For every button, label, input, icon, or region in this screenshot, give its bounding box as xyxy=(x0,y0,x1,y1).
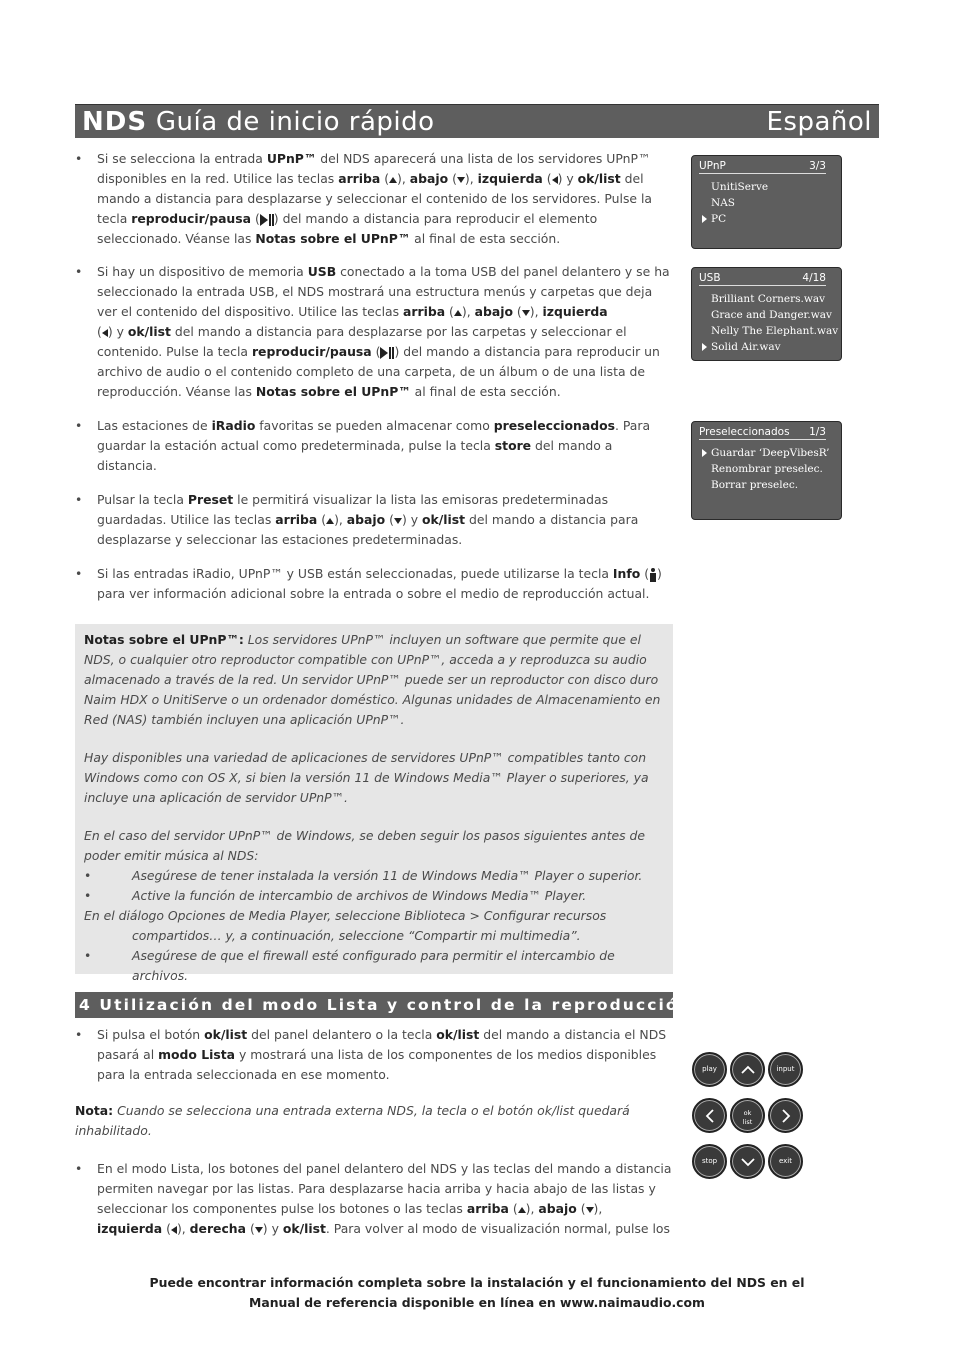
list-item: Renombrar preselec. xyxy=(711,463,823,475)
bullet-preset xyxy=(75,490,675,550)
footer-line: Puede encontrar información completa sobre la instalación y el funcionamiento del NDS en el xyxy=(149,1275,805,1290)
bullet-text: Pulsar la tecla Preset le permitirá visualizar la lista las emisoras predeterminadas guardadas. Utilice las teclas arriba ( ), abajo ( ) y ok/list del mando a distancia para desplazarse y seleccionar las estaciones predeterminadas. xyxy=(97,492,639,547)
bullet-info xyxy=(75,564,675,604)
section-heading: 4 Utilización del modo Lista y control de la reproducción xyxy=(75,992,673,1018)
notes-list-item: • Asegúrese de que el firewall esté configurado para permitir el intercambio de archivos. xyxy=(84,948,615,983)
page-footer xyxy=(0,1273,954,1313)
footer-line: Manual de referencia disponible en línea en www.naimaudio.com xyxy=(249,1295,705,1310)
notes-list-item: • Asegúrese de tener instalada la versión 11 de Windows Media™ Player o superior. xyxy=(84,868,643,883)
chevron-left-icon xyxy=(702,1108,718,1124)
notes-paragraph: Hay disponibles una variedad de aplicaciones de servidores UPnP™ compatibles tanto con Windows como con OS X, si bien la versión 11 de Windows Media™ Player o superiores, ya incluye una aplicación de servidor UPnP™. xyxy=(84,750,649,805)
bullet-text: Si las entradas iRadio, UPnP™ y USB están seleccionadas, puede utilizarse la tecla Info ( ) para ver información adicional sobre la entrada o sobre el medio de reproducción actual. xyxy=(97,566,662,601)
list-item: Grace and Danger.wav xyxy=(711,309,832,321)
notes-paragraph: Notas sobre el UPnP™: Los servidores UPnP™ incluyen un software que permite que el NDS, o cualquier otro reproductor compatible con UPnP™, acceda a y reproduzca su audio almacenado a través de la red. Un servidor UPnP™ puede ser un reproductor con disco duro Naim HDX o UnitiServe o un ordenador doméstico. Algunas unidades de Almacenamiento en Red (NAS) también incluyen una aplicación UPnP™. xyxy=(84,632,661,727)
display-count: 1/3 xyxy=(809,426,826,438)
page-title xyxy=(82,105,435,139)
list-item: Nelly The Elephant.wav xyxy=(711,325,839,337)
note xyxy=(75,1101,673,1141)
display-upnp xyxy=(691,155,842,249)
up-arrow-icon xyxy=(389,177,397,183)
down-arrow-icon xyxy=(394,518,402,524)
bullet-text: Si hay un dispositivo de memoria USB conectado a la toma USB del panel delantero y se ha seleccionado la entrada USB, el NDS mostrará una estructura menús y carpetas que deja ver el contenido del dispositivo. Utilice las teclas arriba ( ), abajo ( ), izquierda ( ) y ok/list del mando a distancia para desplazarse por las carpetas y seleccionar el contenido. Pulse la tecla reproducir/pausa ( ) del mando a distancia para reproducir un archivo de audio o el contenido completo de una carpeta, de un álbum o de una lista de reproducción. Véanse las Notas sobre el UPnP™ al final de esta sección. xyxy=(97,264,670,399)
up-arrow-icon xyxy=(326,518,334,524)
display-header xyxy=(699,160,826,174)
bullet-iradio xyxy=(75,416,675,476)
display-list xyxy=(702,445,829,493)
display-count: 3/3 xyxy=(809,160,826,172)
chevron-right-icon xyxy=(778,1108,794,1124)
bullet-usb xyxy=(75,262,675,402)
bullet-navigation xyxy=(75,1159,675,1239)
bullet-dot: • xyxy=(75,418,83,433)
display-header xyxy=(699,272,826,286)
input-button[interactable]: input xyxy=(768,1052,803,1087)
stop-button[interactable]: stop xyxy=(692,1144,727,1179)
bullet-dot: • xyxy=(75,1161,83,1176)
display-title: USB xyxy=(699,272,721,284)
list-item-selected: Solid Air.wav xyxy=(702,339,838,355)
bullet-text: Las estaciones de iRadio favoritas se pueden almacenar como preseleccionados. Para guardar la estación actual como predeterminada, pulse la tecla store del mando a distancia. xyxy=(97,418,651,473)
list-item-selected: PC xyxy=(702,211,768,227)
bullet-dot: • xyxy=(75,151,83,166)
bullet-list-mode xyxy=(75,1025,675,1085)
list-item-selected: Guardar ‘DeepVibesR’ xyxy=(702,445,829,461)
play-pause-icon xyxy=(380,347,394,359)
info-icon xyxy=(649,568,657,582)
down-arrow-icon xyxy=(255,1227,263,1233)
bullet-dot: • xyxy=(75,264,83,279)
display-title: Preseleccionados xyxy=(699,426,790,438)
display-header xyxy=(699,426,826,440)
bullet-dot: • xyxy=(75,1027,83,1042)
bullet-text: Si se selecciona la entrada UPnP™ del NDS aparecerá una lista de los servidores UPnP™ disponibles en la red. Utilice las teclas arriba ( ), abajo ( ), izquierda ( ) y ok/list del mando a distancia para desplazarse y seleccionar el contenido de los servidores. Pulse la tecla reproducir/pausa ( ) del mando a distancia para reproducir el elemento seleccionado. Véanse las Notas sobre el UPnP™ al final de esta sección. xyxy=(97,151,652,246)
chevron-down-icon xyxy=(740,1154,756,1170)
display-presets xyxy=(691,421,842,520)
ok-list-button[interactable]: ok list xyxy=(730,1098,765,1133)
up-arrow-icon xyxy=(518,1207,526,1213)
list-item: UnitiServe xyxy=(711,181,769,193)
notes-line: compartidos… y, a continuación, seleccione “Compartir mi multimedia”. xyxy=(132,928,581,943)
note-label: Nota: xyxy=(75,1103,114,1118)
down-arrow-icon xyxy=(586,1207,594,1213)
guide-title: Guía de inicio rápido xyxy=(155,107,435,137)
down-button[interactable] xyxy=(730,1144,765,1179)
play-pause-icon xyxy=(260,214,274,226)
page-header xyxy=(75,104,879,138)
bullet-upnp xyxy=(75,149,675,249)
list-item: Borrar preselec. xyxy=(711,479,799,491)
remote-control-buttons xyxy=(690,1050,806,1180)
display-count: 4/18 xyxy=(802,272,826,284)
up-button[interactable] xyxy=(730,1052,765,1087)
upnp-notes xyxy=(75,624,673,983)
right-button[interactable] xyxy=(768,1098,803,1133)
chevron-up-icon xyxy=(740,1062,756,1078)
list-item: NAS xyxy=(711,197,735,209)
selection-arrow-icon xyxy=(702,215,707,223)
play-button[interactable]: play xyxy=(692,1052,727,1087)
bullet-dot: • xyxy=(75,492,83,507)
notes-list-item: • Active la función de intercambio de archivos de Windows Media™ Player. xyxy=(84,888,587,903)
bullet-dot: • xyxy=(75,566,83,581)
display-list xyxy=(702,179,768,227)
left-button[interactable] xyxy=(692,1098,727,1133)
display-list xyxy=(702,291,838,355)
selection-arrow-icon xyxy=(702,343,707,351)
down-arrow-icon xyxy=(522,310,530,316)
list-item: Brilliant Corners.wav xyxy=(711,293,826,305)
language-label: Español xyxy=(766,107,872,137)
note-text: Cuando se selecciona una entrada externa NDS, la tecla o el botón ok/list quedará inhabilitado. xyxy=(75,1103,630,1138)
notes-heading: Notas sobre el UPnP™: xyxy=(84,632,244,647)
exit-button[interactable]: exit xyxy=(768,1144,803,1179)
notes-paragraph: En el caso del servidor UPnP™ de Windows, se deben seguir los pasos siguientes antes de poder emitir música al NDS: xyxy=(84,828,645,863)
up-arrow-icon xyxy=(454,310,462,316)
bullet-text: En el modo Lista, los botones del panel delantero del NDS y las teclas del mando a distancia permiten navegar por las listas. Para desplazarse hacia arriba y hacia abajo de las listas y seleccionar los componentes pulse los botones o las teclas arriba ( ), abajo ( ), izquierda ( ), derecha ( ) y ok/list. Para volver al modo de visualización normal, pulse los xyxy=(97,1161,672,1236)
down-arrow-icon xyxy=(457,177,465,183)
brand-name: NDS xyxy=(82,107,148,137)
bullet-text: Si pulsa el botón ok/list del panel delantero o la tecla ok/list del mando a distancia el NDS pasará al modo Lista y mostrará una lista de los componentes de los medios disponibles para la entrada seleccionada en ese momento. xyxy=(97,1027,667,1082)
notes-line: En el diálogo Opciones de Media Player, seleccione Biblioteca > Configurar recursos xyxy=(84,908,607,923)
display-usb xyxy=(691,267,842,361)
display-title: UPnP xyxy=(699,160,726,172)
selection-arrow-icon xyxy=(702,449,707,457)
